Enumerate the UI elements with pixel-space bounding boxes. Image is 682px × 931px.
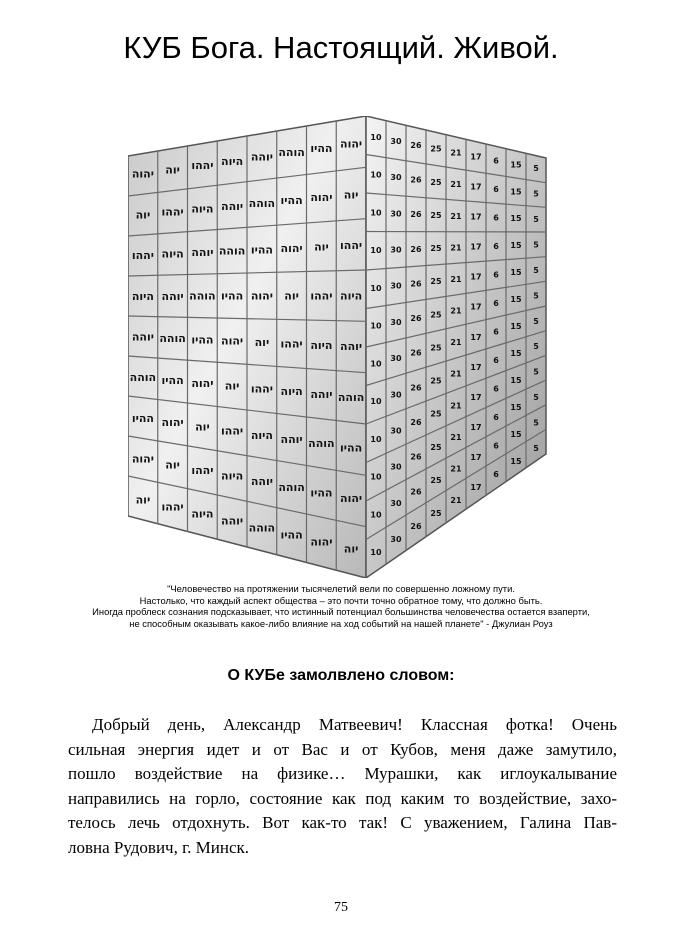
paragraph-line: телось лечь отдохнуть. Вот как-то так! С уважением, Галина Пав- [68, 813, 617, 833]
svg-text:26: 26 [410, 418, 422, 428]
svg-text:26: 26 [410, 175, 422, 185]
svg-text:21: 21 [450, 338, 462, 348]
svg-text:26: 26 [410, 279, 422, 289]
svg-text:21: 21 [450, 243, 462, 253]
svg-text:היוה: היוה [340, 289, 363, 303]
svg-text:10: 10 [370, 359, 382, 369]
svg-text:יוהה: יוהה [221, 199, 244, 213]
svg-text:5: 5 [533, 418, 539, 428]
svg-text:26: 26 [410, 383, 422, 393]
svg-text:יהוה: יהוה [131, 452, 154, 466]
svg-text:10: 10 [370, 133, 382, 142]
svg-text:יההו: יההו [191, 463, 214, 477]
svg-text:21: 21 [450, 464, 462, 474]
svg-text:15: 15 [510, 457, 522, 466]
svg-text:יההו: יההו [250, 382, 273, 396]
svg-text:10: 10 [370, 434, 382, 444]
svg-text:6: 6 [493, 413, 499, 422]
svg-text:היוה: היוה [161, 247, 184, 261]
svg-text:יההו: יההו [340, 238, 363, 252]
svg-text:הוהה: הוהה [278, 480, 305, 494]
svg-text:יהוה: יהוה [131, 167, 154, 181]
svg-text:15: 15 [510, 430, 522, 439]
svg-text:15: 15 [510, 214, 522, 224]
svg-text:25: 25 [430, 509, 442, 518]
svg-text:ההיו: ההיו [340, 441, 363, 455]
svg-text:30: 30 [390, 173, 402, 183]
svg-text:5: 5 [533, 444, 539, 453]
svg-text:יוה: יוה [135, 493, 151, 507]
svg-text:יוה: יוה [135, 208, 151, 222]
quote-line: Настолько, что каждый аспект общества – это почти точно обратное тому, что должно быть. [139, 594, 543, 606]
svg-text:יההו: יההו [310, 289, 333, 303]
svg-text:17: 17 [470, 302, 482, 312]
svg-text:יההו: יההו [161, 205, 184, 219]
svg-text:ההיו: ההיו [191, 333, 214, 347]
svg-text:יההו: יההו [161, 500, 184, 514]
page-number: 75 [334, 900, 348, 915]
svg-text:ההיו: ההיו [310, 142, 333, 155]
svg-text:30: 30 [390, 426, 402, 436]
svg-text:6: 6 [493, 213, 499, 223]
svg-text:6: 6 [493, 384, 499, 394]
svg-text:15: 15 [510, 160, 522, 170]
svg-text:5: 5 [533, 342, 539, 352]
svg-text:יוה: יוה [343, 542, 359, 556]
svg-text:יוהה: יוהה [131, 330, 154, 344]
svg-text:יוה: יוה [284, 289, 299, 303]
svg-text:6: 6 [493, 241, 499, 251]
svg-text:היוה: היוה [280, 385, 303, 399]
svg-text:ההיו: ההיו [310, 486, 333, 500]
svg-text:יוהה: יוהה [161, 289, 184, 303]
svg-text:15: 15 [510, 187, 522, 197]
svg-text:יההו: יההו [221, 424, 244, 438]
svg-text:5: 5 [533, 240, 539, 250]
svg-text:17: 17 [470, 392, 482, 402]
svg-text:יוה: יוה [314, 240, 329, 254]
svg-text:26: 26 [410, 140, 422, 150]
svg-text:25: 25 [430, 475, 442, 485]
svg-text:17: 17 [470, 272, 482, 282]
svg-text:21: 21 [450, 211, 462, 221]
svg-text:15: 15 [510, 241, 522, 251]
section-heading: О КУБе замолвлено словом: [227, 667, 455, 684]
svg-text:6: 6 [493, 184, 499, 194]
svg-text:15: 15 [510, 268, 522, 278]
svg-text:30: 30 [390, 281, 402, 291]
svg-text:26: 26 [410, 487, 422, 497]
svg-text:יוה: יוה [195, 420, 210, 434]
svg-text:יההו: יההו [280, 337, 303, 351]
svg-text:26: 26 [410, 522, 422, 531]
svg-text:יוהה: יוהה [280, 433, 303, 446]
svg-text:10: 10 [370, 548, 382, 557]
svg-text:יהוה: יהוה [221, 334, 244, 348]
quote-line: Иногда проблеск сознания подсказывает, что истинный потенциал большинства человечества остается взаперти, [92, 606, 590, 617]
svg-text:יוה: יוה [254, 336, 270, 349]
svg-text:25: 25 [430, 210, 442, 220]
svg-text:21: 21 [450, 369, 462, 379]
svg-text:17: 17 [470, 332, 482, 342]
svg-text:17: 17 [470, 422, 482, 432]
svg-text:היוה: היוה [221, 469, 244, 483]
svg-text:21: 21 [450, 496, 462, 505]
svg-text:25: 25 [430, 442, 442, 452]
svg-text:יוהה: יוהה [250, 475, 273, 489]
svg-text:21: 21 [450, 306, 462, 316]
svg-text:היוה: היוה [191, 202, 214, 216]
svg-text:10: 10 [370, 510, 382, 520]
svg-text:21: 21 [450, 432, 462, 442]
svg-text:26: 26 [410, 314, 422, 324]
svg-text:25: 25 [430, 343, 442, 353]
svg-text:יוה: יוה [165, 458, 180, 472]
svg-text:17: 17 [470, 152, 482, 162]
quote-line: "Человечество на протяжении тысячелетий вели по совершенно ложному пути. [167, 583, 515, 594]
svg-text:25: 25 [430, 376, 442, 386]
svg-text:יוהה: יוהה [191, 246, 214, 260]
svg-text:25: 25 [430, 277, 442, 287]
svg-text:6: 6 [493, 298, 499, 308]
svg-text:הוהה: הוהה [248, 196, 276, 210]
svg-text:21: 21 [450, 180, 462, 190]
paragraph-line: направились на горло, состояние как под каким то воздействие, захо- [68, 788, 617, 808]
svg-text:יוהה: יוהה [221, 514, 244, 528]
svg-text:10: 10 [370, 397, 382, 407]
svg-text:25: 25 [430, 310, 442, 320]
page-title: КУБ Бога. Настоящий. Живой. [123, 30, 559, 65]
svg-text:5: 5 [533, 215, 539, 225]
svg-text:26: 26 [410, 348, 422, 358]
svg-text:30: 30 [390, 136, 402, 146]
svg-text:יהוה: יהוה [340, 492, 363, 505]
svg-text:17: 17 [470, 453, 482, 462]
cube-image [128, 116, 552, 578]
svg-text:17: 17 [470, 212, 482, 222]
svg-text:6: 6 [493, 470, 499, 479]
svg-text:30: 30 [390, 535, 402, 544]
svg-text:יוה: יוה [165, 163, 180, 177]
svg-text:5: 5 [533, 164, 539, 174]
svg-text:היוה: היוה [250, 428, 273, 442]
paragraph-line: Добрый день, Александр Матвеевич! Классная фотка! Очень [92, 715, 617, 734]
svg-text:6: 6 [493, 327, 499, 337]
svg-text:ההיו: ההיו [280, 528, 303, 542]
svg-text:5: 5 [533, 265, 539, 275]
svg-text:21: 21 [450, 401, 462, 411]
paragraph-line: сильная энергия идет и от Вас и от Кубов, меня даже замутило, [68, 739, 617, 759]
svg-text:17: 17 [470, 362, 482, 372]
svg-text:25: 25 [430, 409, 442, 419]
svg-text:יוהה: יוהה [310, 388, 333, 401]
svg-text:6: 6 [493, 441, 499, 451]
svg-text:26: 26 [410, 452, 422, 462]
svg-text:17: 17 [470, 182, 482, 192]
svg-text:6: 6 [493, 156, 499, 166]
svg-text:יההו: יההו [191, 159, 214, 173]
svg-text:21: 21 [450, 148, 462, 158]
svg-text:יהוה: יהוה [250, 289, 273, 303]
svg-text:15: 15 [510, 349, 522, 359]
svg-text:25: 25 [430, 144, 442, 154]
svg-text:ההיו: ההיו [280, 194, 303, 207]
svg-text:יההו: יההו [131, 249, 154, 263]
testimonial-paragraph [68, 713, 617, 861]
svg-text:30: 30 [390, 317, 402, 327]
svg-text:הוהה: הוהה [248, 521, 276, 535]
svg-text:10: 10 [370, 321, 382, 331]
svg-text:יהוה: יהוה [310, 535, 333, 549]
svg-text:21: 21 [450, 274, 462, 284]
paragraph-line: ловна Рудович, г. Минск. [68, 837, 250, 857]
svg-text:30: 30 [390, 245, 402, 255]
svg-text:יהוה: יהוה [161, 416, 184, 430]
svg-text:הוהה: הוהה [218, 244, 246, 258]
svg-text:יוה: יוה [224, 379, 240, 393]
svg-text:ההיו: ההיו [131, 412, 154, 425]
svg-text:ההיו: ההיו [250, 243, 273, 257]
svg-text:5: 5 [533, 291, 539, 301]
svg-text:15: 15 [510, 376, 522, 386]
svg-text:17: 17 [470, 483, 482, 492]
svg-text:30: 30 [390, 498, 402, 508]
svg-text:הוהה: הוהה [159, 331, 186, 345]
svg-text:15: 15 [510, 403, 522, 412]
svg-text:ההיו: ההיו [221, 289, 244, 303]
svg-text:יהוה: יהוה [191, 376, 214, 390]
svg-text:5: 5 [533, 393, 539, 403]
svg-text:היוה: היוה [131, 289, 154, 303]
quote-line: не способным оказывать какое-либо влияние на ход событий на нашей планете" - Джулиан Роуз [129, 617, 553, 629]
svg-text:יהוה: יהוה [340, 137, 363, 151]
svg-text:15: 15 [510, 322, 522, 332]
svg-text:ההיו: ההיו [161, 374, 184, 387]
svg-text:10: 10 [370, 246, 382, 256]
svg-text:היוה: היוה [191, 507, 214, 521]
svg-text:25: 25 [430, 177, 442, 187]
svg-text:היוה: היוה [310, 338, 333, 352]
svg-text:יהוה: יהוה [280, 241, 303, 255]
svg-text:10: 10 [370, 208, 382, 218]
svg-text:6: 6 [493, 356, 499, 365]
svg-text:26: 26 [410, 210, 422, 220]
paragraph-line: пошло воздействие на физике… Мурашки, как иглоукалывание [68, 764, 617, 784]
svg-text:יוהה: יוהה [340, 340, 363, 354]
svg-text:10: 10 [370, 283, 382, 293]
svg-text:30: 30 [390, 390, 402, 400]
svg-text:יהוה: יהוה [310, 191, 333, 205]
svg-text:10: 10 [370, 170, 382, 180]
svg-text:הוהה: הוהה [189, 289, 216, 303]
svg-text:5: 5 [533, 316, 539, 326]
svg-text:הוהה: הוהה [129, 371, 157, 385]
svg-text:הוהה: הוהה [308, 437, 335, 451]
svg-text:26: 26 [410, 244, 422, 254]
epigraph-quote [60, 583, 622, 629]
svg-text:יוהה: יוהה [250, 150, 273, 164]
svg-text:30: 30 [390, 462, 402, 472]
svg-text:15: 15 [510, 295, 522, 305]
svg-text:5: 5 [533, 189, 539, 199]
svg-text:הוהה: הוהה [278, 146, 305, 160]
svg-text:6: 6 [493, 270, 499, 280]
svg-text:יוה: יוה [343, 188, 359, 202]
svg-text:17: 17 [470, 242, 482, 252]
svg-text:הוהה: הוהה [337, 390, 365, 404]
svg-text:10: 10 [370, 472, 382, 482]
svg-text:30: 30 [390, 209, 402, 219]
svg-text:25: 25 [430, 244, 442, 254]
svg-text:30: 30 [390, 354, 402, 364]
svg-text:5: 5 [533, 367, 539, 377]
svg-text:היוה: היוה [221, 154, 244, 168]
